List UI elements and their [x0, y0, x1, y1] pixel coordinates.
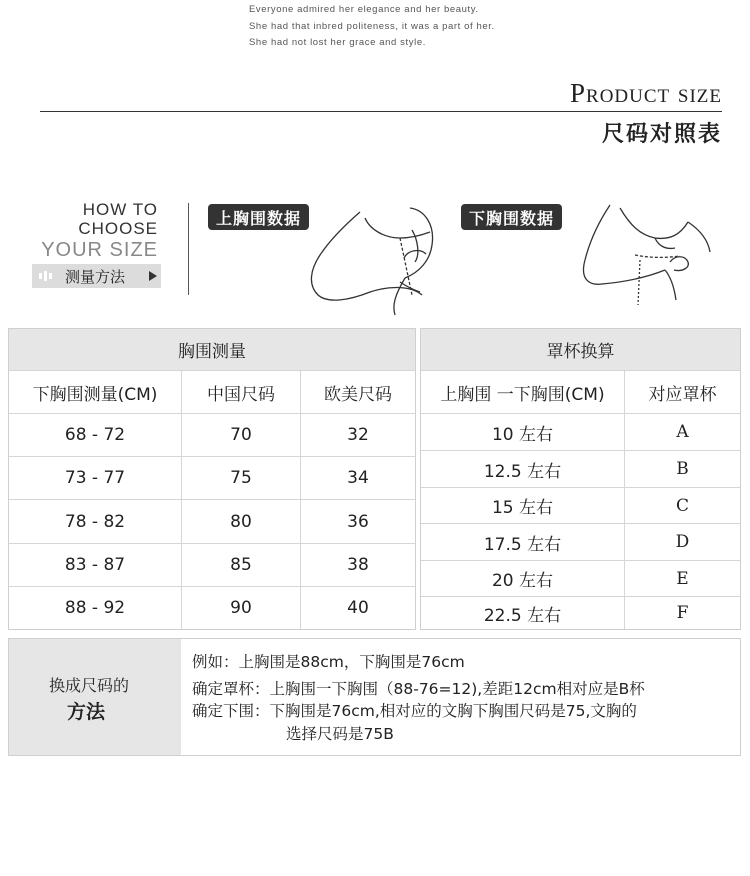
- cup-row-1-cup: A: [625, 414, 740, 451]
- how-to-choose-heading: [41, 201, 158, 263]
- table-row-4-eu: 38: [301, 544, 415, 587]
- calc-line-example: 例如：上胸围是88cm，下胸围是76cm: [192, 653, 465, 671]
- calc-explanation: [192, 651, 645, 745]
- bust-measurement-title: 胸围测量: [9, 329, 415, 371]
- upper-bust-illustration: [300, 200, 450, 318]
- calc-label-panel: [9, 639, 181, 755]
- calc-line-cup: 确定罩杯：上胸围一下胸围（88-76=12),差距12cm相对应是B杯: [192, 679, 645, 698]
- product-size-title: Product size: [570, 78, 722, 108]
- table-row-3-cn: 80: [182, 500, 301, 544]
- col-header-difference: 上胸围 一下胸围(CM): [421, 371, 625, 414]
- cup-row-5-cup: E: [625, 561, 740, 597]
- measure-method-label: 测量方法: [65, 268, 126, 286]
- cup-row-3-diff: 15 左右: [421, 488, 625, 524]
- col-header-underbust: 下胸围测量(CM): [9, 371, 182, 414]
- cup-row-3-cup: C: [625, 488, 740, 524]
- table-row-4-cn: 85: [182, 544, 301, 587]
- upper-bust-tag: 上胸围数据: [208, 204, 309, 230]
- play-arrow-icon: [149, 271, 157, 281]
- header-divider: [40, 111, 722, 112]
- table-row-2-cn: 75: [182, 457, 301, 500]
- calc-line-result: 选择尺码是75B: [286, 724, 394, 743]
- tagline-line-3: She had not lost her grace and style.: [249, 37, 426, 48]
- howto-line-2: CHOOSE: [78, 219, 158, 238]
- bust-measurement-table: [8, 328, 416, 630]
- measure-method-bar: [32, 264, 161, 288]
- table-row-1-cn: 70: [182, 414, 301, 457]
- cup-conversion-table: [420, 328, 741, 630]
- calc-line-band: 确定下围：下胸围是76cm,相对应的文胸下胸围尺码是75,文胸的: [192, 702, 637, 720]
- tagline: [249, 2, 495, 52]
- table-row-3-underbust: 78 - 82: [9, 500, 182, 544]
- cup-row-6-diff: 22.5 左右: [421, 597, 625, 629]
- lower-bust-illustration: [570, 200, 720, 318]
- table-row-3-eu: 36: [301, 500, 415, 544]
- cup-row-4-cup: D: [625, 524, 740, 561]
- table-row-5-cn: 90: [182, 587, 301, 629]
- col-header-cn-size: 中国尺码: [182, 371, 301, 414]
- col-header-cup: 对应罩杯: [625, 371, 740, 414]
- calc-label-line-1: 换成尺码的: [49, 676, 130, 695]
- size-chart-subtitle: 尺码对照表: [601, 122, 722, 147]
- lower-bust-tag: 下胸围数据: [461, 204, 562, 230]
- calc-label-line-2: 方法: [67, 701, 106, 723]
- tagline-line-1: Everyone admired her elegance and her beauty.: [249, 4, 479, 15]
- table-row-2-underbust: 73 - 77: [9, 457, 182, 500]
- cup-row-2-diff: 12.5 左右: [421, 451, 625, 488]
- cup-row-6-cup: F: [676, 603, 689, 623]
- cup-row-1-diff: 10 左右: [421, 414, 625, 451]
- howto-divider: [188, 203, 189, 295]
- cup-conversion-title: 罩杯换算: [421, 329, 740, 371]
- table-row-5-underbust: 88 - 92: [9, 587, 182, 629]
- cup-row-4-diff: 17.5 左右: [421, 524, 625, 561]
- howto-line-3: YOUR SIZE: [41, 239, 158, 261]
- col-header-eu-size: 欧美尺码: [301, 371, 415, 414]
- table-row-1-eu: 32: [301, 414, 415, 457]
- howto-line-1: HOW TO: [82, 200, 158, 219]
- cup-row-5-diff: 20 左右: [421, 561, 625, 597]
- tagline-line-2: She had that inbred politeness, it was a part of her.: [249, 20, 495, 32]
- table-row-2-eu: 34: [301, 457, 415, 500]
- size-calculation-box: [8, 638, 741, 756]
- cup-row-2-cup: B: [625, 451, 740, 488]
- dots-icon: [38, 269, 56, 283]
- table-row-5-eu: 40: [347, 598, 369, 618]
- table-row-4-underbust: 83 - 87: [9, 544, 182, 587]
- table-row-1-underbust: 68 - 72: [9, 414, 182, 457]
